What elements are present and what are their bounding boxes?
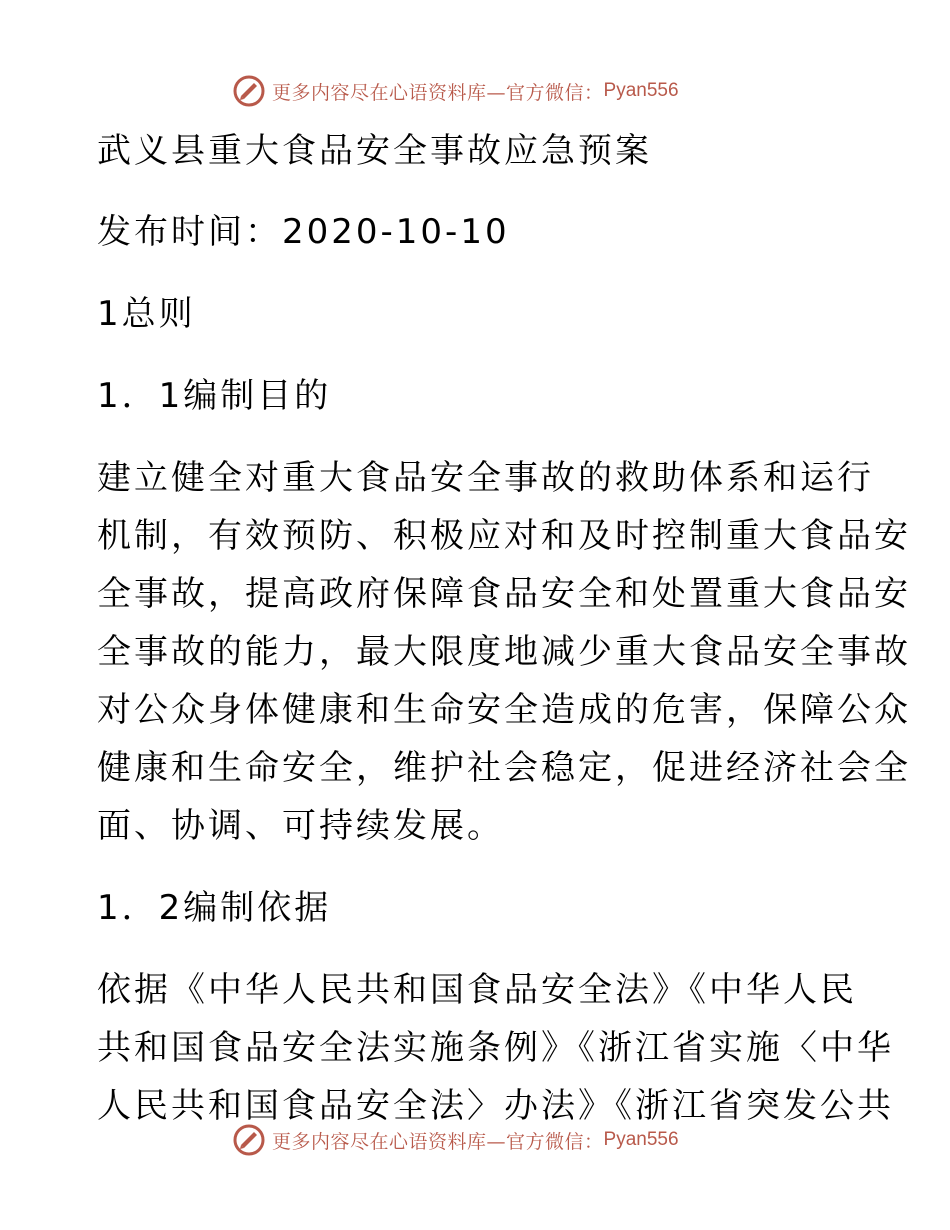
paragraph-line: 对公众身体健康和生命安全造成的危害，保障公众	[97, 690, 911, 730]
paragraph-purpose	[97, 449, 911, 855]
paragraph-line: 全事故的能力，最大限度地减少重大食品安全事故	[97, 632, 911, 672]
paragraph-line: 全事故，提高政府保障食品安全和处置重大食品安	[97, 574, 911, 614]
footer-watermark	[232, 1120, 752, 1160]
section-heading-1-1: 1．1编制目的	[97, 376, 332, 416]
paragraph-line: 依据《中华人民共和国食品安全法》《中华人民	[97, 970, 857, 1010]
paragraph-line: 面、协调、可持续发展。	[97, 806, 504, 846]
watermark-wechat-id: Pyan556	[603, 80, 679, 101]
brand-logo-icon	[232, 1123, 266, 1157]
paragraph-basis	[97, 961, 894, 1135]
header-watermark	[232, 71, 752, 111]
section-heading-1-2: 1．2编制依据	[97, 888, 332, 928]
document-title: 武义县重大食品安全事故应急预案	[97, 131, 652, 171]
paragraph-line: 健康和生命安全，维护社会稳定，促进经济社会全	[97, 748, 911, 788]
paragraph-line: 共和国食品安全法实施条例》《浙江省实施〈中华	[97, 1028, 894, 1068]
paragraph-line: 人民共和国食品安全法〉办法》《浙江省突发公共	[97, 1086, 894, 1126]
watermark-text: 更多内容尽在心语资料库—官方微信：	[272, 1130, 604, 1153]
watermark-text: 更多内容尽在心语资料库—官方微信：	[272, 81, 604, 104]
watermark-wechat-id: Pyan556	[603, 1129, 679, 1150]
document-body	[97, 122, 911, 1135]
paragraph-line: 机制，有效预防、积极应对和及时控制重大食品安	[97, 516, 911, 556]
publish-time: 发布时间：2020-10-10	[97, 212, 510, 252]
brand-logo-icon	[232, 74, 266, 108]
section-heading-1: 1总则	[97, 294, 196, 334]
paragraph-line: 建立健全对重大食品安全事故的救助体系和运行	[97, 458, 874, 498]
